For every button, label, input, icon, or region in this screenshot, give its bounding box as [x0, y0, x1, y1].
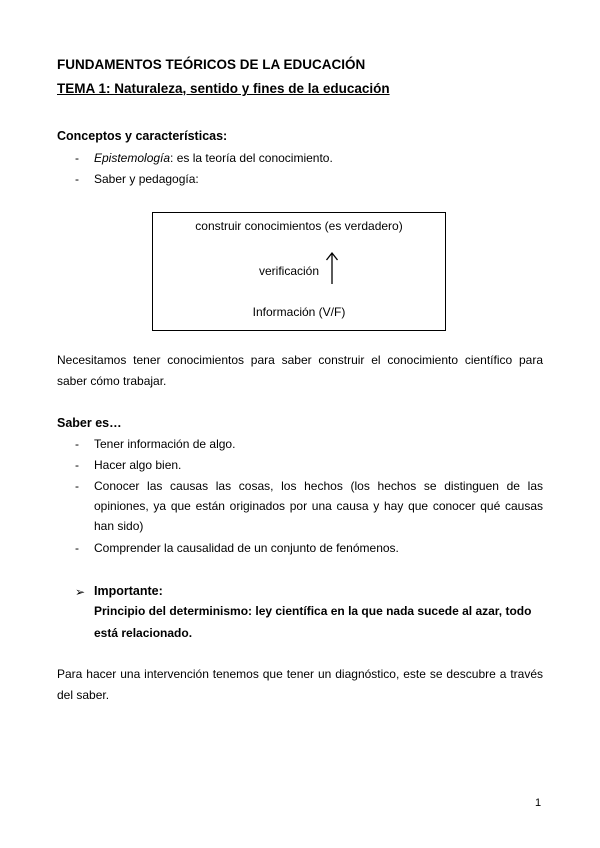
- list-dash: -: [75, 172, 79, 186]
- list-dash: -: [75, 437, 79, 451]
- important-text: Principio del determinismo: ley científica en la que nada sucede al azar, todo está relacionado.: [94, 604, 532, 640]
- list-dash: -: [75, 479, 79, 493]
- list-item: [94, 151, 333, 165]
- up-arrow-icon: [325, 251, 339, 285]
- paragraph-conocimientos: Necesitamos tener conocimientos para saber construir el conocimiento científico para saber cómo trabajar.: [57, 353, 543, 388]
- list-dash: -: [75, 151, 79, 165]
- list-item: Saber y pedagogía:: [94, 172, 199, 186]
- diagram-middle-text: verificación: [259, 264, 320, 278]
- document-title: FUNDAMENTOS TEÓRICOS DE LA EDUCACIÓN: [57, 57, 366, 72]
- term-epistemologia: Epistemología: [94, 151, 171, 165]
- list-item: Hacer algo bien.: [94, 458, 182, 472]
- diagram-bottom-text: Información (V/F): [252, 305, 346, 319]
- list-item: Conocer las causas las cosas, los hechos (los hechos se distinguen de las opiniones, ya que están originados por una causa y hay que conocer qué causas han sido): [94, 479, 543, 533]
- arrow-bullet-icon: ➢: [75, 585, 86, 599]
- diagram-top-text: construir conocimientos (es verdadero): [195, 219, 403, 233]
- section-heading-saber: Saber es…: [57, 416, 122, 430]
- list-item: Comprender la causalidad de un conjunto de fenómenos.: [94, 541, 399, 555]
- paragraph-intervencion: Para hacer una intervención tenemos que tener un diagnóstico, este se descubre a través del saber.: [57, 667, 543, 702]
- list-dash: -: [75, 458, 79, 472]
- list-item: Tener información de algo.: [94, 437, 236, 451]
- term-definition: : es la teoría del conocimiento.: [170, 151, 333, 165]
- page-number: 1: [535, 797, 542, 809]
- list-dash: -: [75, 541, 79, 555]
- section-heading-conceptos: Conceptos y características:: [57, 129, 228, 143]
- diagram-box: [152, 212, 446, 331]
- important-label: Importante:: [94, 584, 163, 598]
- document-subtitle: TEMA 1: Naturaleza, sentido y fines de la educación: [57, 81, 390, 96]
